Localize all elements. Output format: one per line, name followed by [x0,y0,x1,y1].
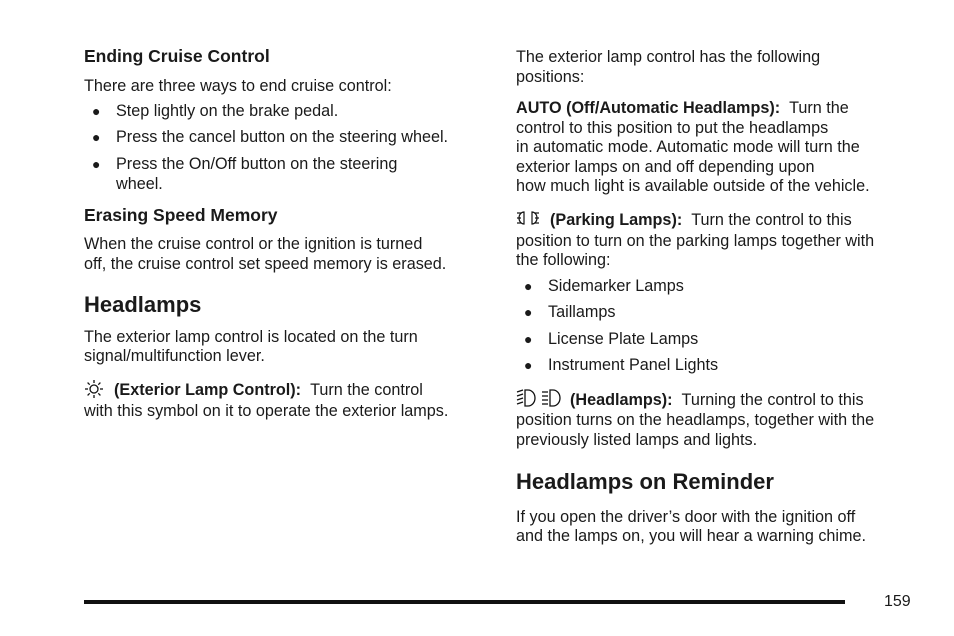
bullet-dot: ● [524,304,533,320]
erasing-line: off, the cruise control set speed memory is erased. [84,255,447,273]
bullet-item: ● License Plate Lamps [524,330,699,348]
bullet-item: ● Press the cancel button on the steering wheel. [92,128,449,146]
headlamps-position-line: previously listed lamps and lights. [516,431,758,449]
headlamps-position-paragraph: (Headlamps): Turning the control to this [516,390,864,410]
footer-rule [84,600,845,604]
bullet-dot: ● [524,278,533,294]
bullet-dot: ● [92,156,101,172]
bullet-dot: ● [524,331,533,347]
ending-intro: There are three ways to end cruise control: [84,77,392,95]
exterior-lamp-paragraph: (Exterior Lamp Control): Turn the control [84,380,423,400]
positions-intro-line: positions: [516,68,585,86]
page-number: 159 [884,593,911,610]
exterior-lamp-line2: with this symbol on it to operate the exterior lamps. [84,402,449,420]
parking-paragraph: (Parking Lamps): Turn the control to this [516,210,852,230]
reminder-line: If you open the driver’s door with the ignition off [516,508,856,526]
auto-line: how much light is available outside of the vehicle. [516,177,870,195]
bullet-dot: ● [92,129,101,145]
bullet-item: ● Sidemarker Lamps [524,277,684,295]
auto-line: in automatic mode. Automatic mode will turn the [516,138,860,156]
headlamps-reminder-heading: Headlamps on Reminder [516,469,774,494]
ending-cruise-heading: Ending Cruise Control [84,46,270,66]
headlamp-icon [516,388,564,408]
bullet-dot: ● [524,357,533,373]
erasing-speed-heading: Erasing Speed Memory [84,205,278,225]
bullet-item: ● Step lightly on the brake pedal. [92,102,339,120]
auto-line: control to this position to put the headlamps [516,119,829,137]
reminder-line: and the lamps on, you will hear a warning chime. [516,527,867,545]
headlamps-line: signal/multifunction lever. [84,347,265,365]
positions-intro-line: The exterior lamp control has the following [516,48,821,66]
parking-line: the following: [516,251,611,269]
bullet-item: ● Press the On/Off button on the steering wheel. [92,155,398,193]
bullet-item: ● Taillamps [524,303,616,321]
headlamps-heading: Headlamps [84,292,202,317]
parking-line: position to turn on the parking lamps together with [516,232,875,250]
bullet-dot: ● [92,103,101,119]
headlamps-line: The exterior lamp control is located on the turn [84,328,418,346]
headlamps-position-line: position turns on the headlamps, together with the [516,411,875,429]
exterior-lamp-sun-icon [84,379,104,399]
auto-line: exterior lamps on and off depending upon [516,158,815,176]
auto-paragraph: AUTO (Off/Automatic Headlamps): Turn the [516,99,849,117]
parking-lamp-icon [516,209,540,227]
bullet-item: ● Instrument Panel Lights [524,356,719,374]
erasing-line: When the cruise control or the ignition is turned [84,235,423,253]
